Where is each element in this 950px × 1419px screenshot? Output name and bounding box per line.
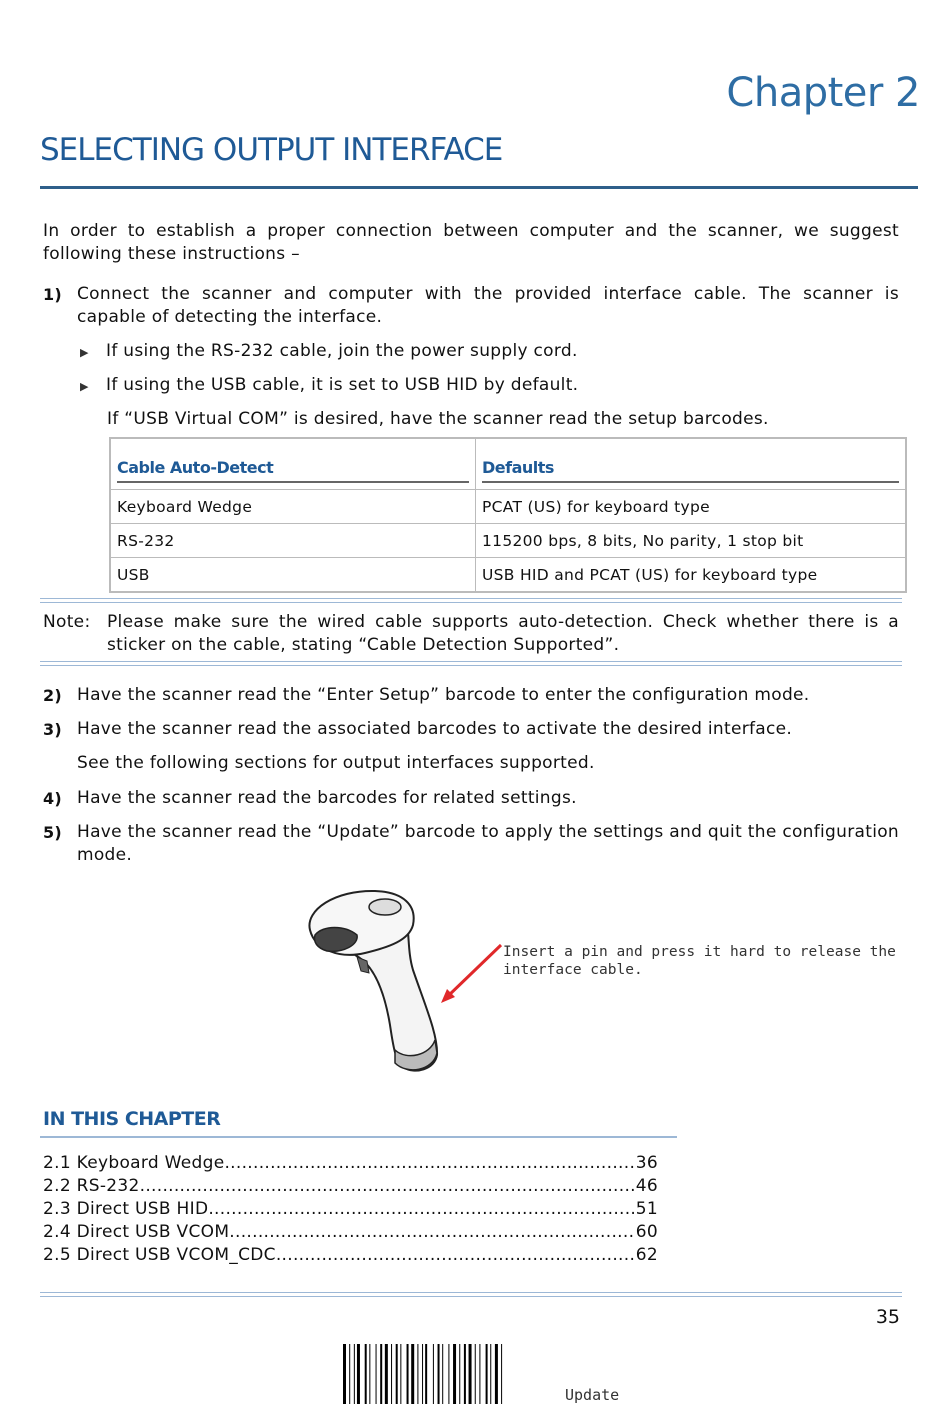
intro-paragraph: In order to establish a proper connection between computer and the scanner, we suggest following these instructions – xyxy=(43,221,899,264)
bullet-item xyxy=(80,340,900,364)
step-text: Have the scanner read the barcodes for related settings. xyxy=(77,788,577,808)
barcode-label: Update xyxy=(565,1386,620,1404)
bullet-text: If using the USB cable, it is set to USB HID by default. xyxy=(106,375,579,395)
toc-entry[interactable] xyxy=(43,1152,658,1175)
table-header-row xyxy=(111,439,906,490)
chapter-label: Chapter 2 xyxy=(726,70,920,116)
step-text: Have the scanner read the “Update” barcode to apply the settings and quit the configuration mode. xyxy=(77,822,899,865)
toc-list xyxy=(43,1152,658,1267)
step-number: 3) xyxy=(43,720,63,739)
step-number: 1) xyxy=(43,285,63,304)
table-cell: Keyboard Wedge xyxy=(111,490,476,524)
table-cell: USB xyxy=(111,558,476,592)
table-cell: RS-232 xyxy=(111,524,476,558)
table-header-cell: Cable Auto-Detect xyxy=(111,439,476,490)
toc-divider xyxy=(40,1136,677,1138)
page-number: 35 xyxy=(875,1306,900,1328)
table-row xyxy=(111,524,906,558)
triangle-bullet-icon: ▶ xyxy=(80,346,89,359)
step-4 xyxy=(43,787,899,810)
update-barcode xyxy=(343,1344,538,1404)
table-row xyxy=(111,490,906,524)
toc-entry[interactable] xyxy=(43,1198,658,1221)
triangle-bullet-icon: ▶ xyxy=(80,380,89,393)
step-number: 2) xyxy=(43,686,63,705)
step-text: Connect the scanner and computer with the provided interface cable. The scanner is capable of detecting the interface. xyxy=(77,284,899,327)
scanner-illustration xyxy=(295,885,515,1080)
toc-entry-page: 60 xyxy=(635,1222,658,1242)
footer-rule xyxy=(40,1292,902,1297)
toc-heading: IN THIS CHAPTER xyxy=(43,1108,221,1130)
bullet-followup: If “USB Virtual COM” is desired, have the scanner read the setup barcodes. xyxy=(107,409,769,429)
step-number: 5) xyxy=(43,823,63,842)
toc-entry-title[interactable]: 2.5 Direct USB VCOM_CDC xyxy=(43,1245,276,1265)
table-cell: USB HID and PCAT (US) for keyboard type xyxy=(476,558,906,592)
table-cell: PCAT (US) for keyboard type xyxy=(476,490,906,524)
toc-entry-title[interactable]: 2.1 Keyboard Wedge xyxy=(43,1153,225,1173)
cable-table xyxy=(109,437,907,593)
step-3 xyxy=(43,718,899,741)
step-text: Have the scanner read the “Enter Setup” barcode to enter the configuration mode. xyxy=(77,685,810,705)
toc-entry-title[interactable]: 2.4 Direct USB VCOM xyxy=(43,1222,230,1242)
toc-entry[interactable] xyxy=(43,1221,658,1244)
note-text: Please make sure the wired cable supports auto-detection. Check whether there is a sticker on the cable, stating “Cable Detection Supported”. xyxy=(107,612,899,655)
toc-entry[interactable] xyxy=(43,1244,658,1267)
toc-entry-page: 46 xyxy=(635,1176,658,1196)
toc-entry-page: 62 xyxy=(635,1245,658,1265)
step-text: Have the scanner read the associated barcodes to activate the desired interface. xyxy=(77,719,793,739)
note-label: Note: xyxy=(43,612,91,632)
table-cell: 115200 bps, 8 bits, No parity, 1 stop bit xyxy=(476,524,906,558)
toc-entry-title[interactable]: 2.2 RS-232 xyxy=(43,1176,140,1196)
title-divider xyxy=(40,186,918,189)
page-title: SELECTING OUTPUT INTERFACE xyxy=(40,132,503,168)
step-2 xyxy=(43,684,899,707)
step-3-followup: See the following sections for output interfaces supported. xyxy=(77,753,595,773)
table-header-cell: Defaults xyxy=(476,439,906,490)
note xyxy=(43,611,899,657)
step-5 xyxy=(43,821,899,867)
toc-entry-page: 36 xyxy=(635,1153,658,1173)
callout-arrow xyxy=(447,945,501,997)
toc-entry-page: 51 xyxy=(635,1199,658,1219)
toc-entry[interactable] xyxy=(43,1175,658,1198)
bullet-item xyxy=(80,374,900,398)
toc-entry-title[interactable]: 2.3 Direct USB HID xyxy=(43,1199,209,1219)
table-row xyxy=(111,558,906,592)
note-top-rule xyxy=(40,598,902,603)
step-number: 4) xyxy=(43,789,63,808)
note-bottom-rule xyxy=(40,661,902,666)
step-1 xyxy=(43,283,899,329)
bullet-text: If using the RS-232 cable, join the power supply cord. xyxy=(106,341,578,361)
figure-caption: Insert a pin and press it hard to release the interface cable. xyxy=(503,944,896,978)
